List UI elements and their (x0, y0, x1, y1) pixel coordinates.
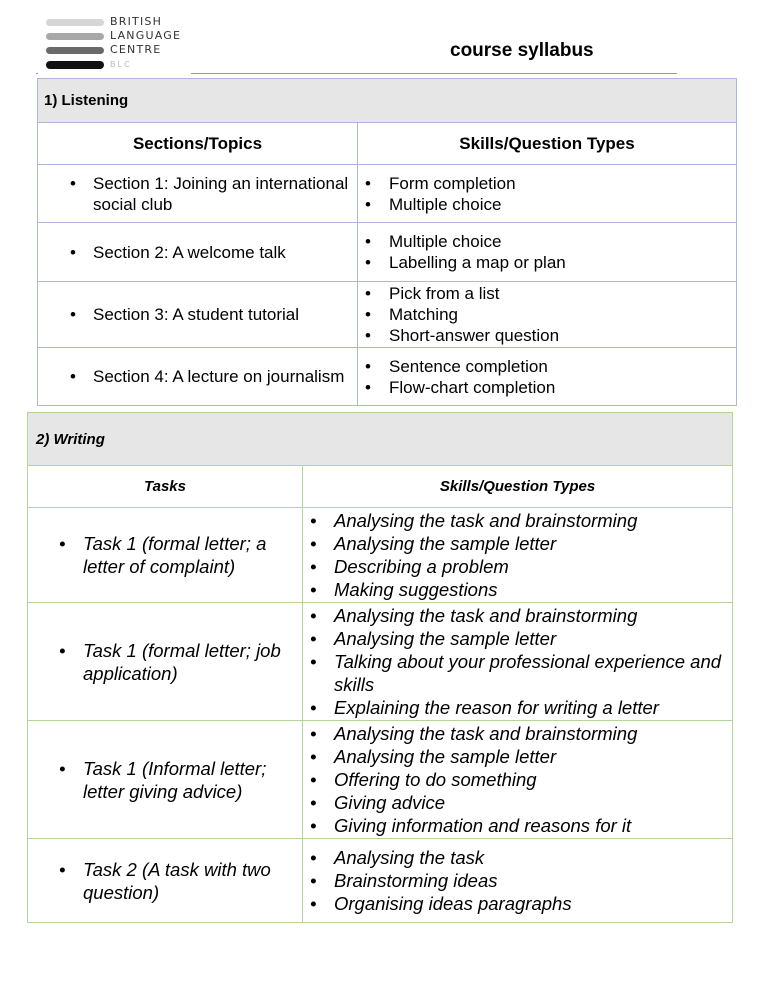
logo-text-centre: CENTRE (110, 43, 162, 56)
table-row (38, 282, 737, 348)
task-item: • Task 2 (A task with two question) (29, 858, 301, 904)
skill-item: • Pick from a list (359, 283, 735, 304)
table-row (28, 603, 733, 721)
skill-item: • Matching (359, 304, 735, 325)
skill-item: • Giving advice (304, 791, 731, 814)
skill-item: • Sentence completion (359, 356, 735, 377)
writing-section-title: 2) Writing (28, 413, 733, 466)
skill-item: • Organising ideas paragraphs (304, 892, 731, 915)
listening-table (37, 78, 737, 406)
skill-item: • Analysing the sample letter (304, 745, 731, 768)
listening-section-title: 1) Listening (38, 79, 737, 123)
blc-logo (46, 16, 206, 74)
task-item: • Task 1 (formal letter; a letter of complaint) (29, 532, 301, 578)
skill-item: • Talking about your professional experience and skills (304, 650, 731, 696)
logo-text-blc: BLC (110, 60, 132, 69)
skill-item: • Analysing the sample letter (304, 627, 731, 650)
listening-col-topics: Sections/Topics (38, 123, 358, 165)
topic-item: • Section 2: A welcome talk (39, 242, 356, 263)
skill-item: • Short-answer question (359, 325, 735, 346)
skill-item: • Analysing the task and brainstorming (304, 509, 731, 532)
logo-bar-light (46, 19, 104, 26)
skill-item: • Offering to do something (304, 768, 731, 791)
logo-bar-mid (46, 33, 104, 40)
header-mark (36, 73, 38, 74)
skill-item: • Making suggestions (304, 578, 731, 601)
logo-text-language: LANGUAGE (110, 29, 182, 42)
table-row (28, 839, 733, 923)
writing-table (27, 412, 733, 923)
table-row (38, 348, 737, 406)
logo-bar-dark (46, 47, 104, 54)
skill-item: • Describing a problem (304, 555, 731, 578)
skill-item: • Analysing the task and brainstorming (304, 722, 731, 745)
skill-item: • Multiple choice (359, 194, 735, 215)
table-row (28, 721, 733, 839)
skill-item: • Form completion (359, 173, 735, 194)
task-item: • Task 1 (formal letter; job application) (29, 639, 301, 685)
skill-item: • Brainstorming ideas (304, 869, 731, 892)
topic-item: • Section 4: A lecture on journalism (39, 366, 356, 387)
table-row (38, 165, 737, 223)
skill-item: • Multiple choice (359, 231, 735, 252)
skill-item: • Analysing the sample letter (304, 532, 731, 555)
topic-item: • Section 3: A student tutorial (39, 304, 356, 325)
skill-item: • Flow-chart completion (359, 377, 735, 398)
table-row (38, 223, 737, 282)
logo-bar-black (46, 61, 104, 69)
skill-item: • Giving information and reasons for it (304, 814, 731, 837)
logo-text-british: BRITISH (110, 15, 163, 28)
listening-col-skills: Skills/Question Types (358, 123, 737, 165)
header-divider (191, 73, 677, 74)
topic-item: • Section 1: Joining an international social club (39, 173, 356, 215)
skill-item: • Analysing the task (304, 846, 731, 869)
skill-item: • Labelling a map or plan (359, 252, 735, 273)
task-item: • Task 1 (Informal letter; letter giving advice) (29, 757, 301, 803)
skill-item: • Analysing the task and brainstorming (304, 604, 731, 627)
table-row (28, 508, 733, 603)
writing-col-tasks: Tasks (28, 466, 303, 508)
page-title: course syllabus (450, 40, 594, 61)
writing-col-skills: Skills/Question Types (303, 466, 733, 508)
skill-item: • Explaining the reason for writing a letter (304, 696, 731, 719)
